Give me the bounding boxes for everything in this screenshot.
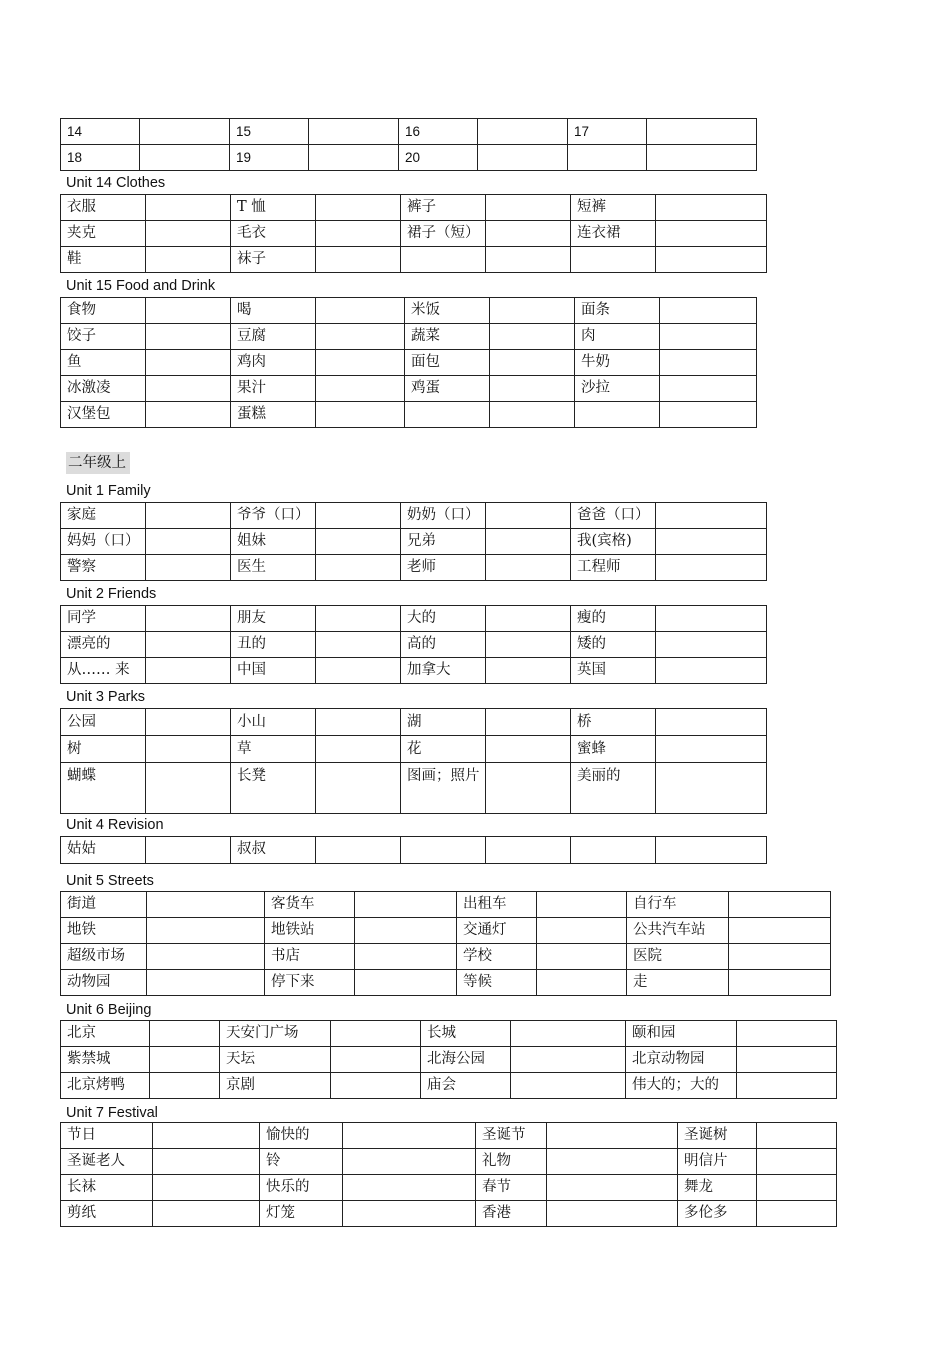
- term-cell: 矮的: [571, 632, 656, 658]
- answer-cell: [146, 324, 231, 350]
- answer-cell: [316, 632, 401, 658]
- answer-cell: [146, 658, 231, 684]
- unit-6-heading: Unit 6 Beijing: [66, 1002, 152, 1018]
- answer-cell: [490, 324, 575, 350]
- term-cell: 冰激凌: [61, 376, 146, 402]
- term-cell: 公园: [61, 709, 146, 736]
- vocab-table-top: [60, 118, 757, 171]
- term-cell: 警察: [61, 555, 146, 581]
- answer-cell: [547, 1149, 678, 1175]
- answer-cell: [146, 376, 231, 402]
- term-cell: 老师: [401, 555, 486, 581]
- answer-cell: [355, 944, 457, 970]
- term-cell: 北京: [61, 1021, 150, 1047]
- answer-cell: [737, 1073, 837, 1099]
- table-row: [61, 763, 767, 814]
- answer-cell: [656, 837, 767, 864]
- answer-cell: [146, 247, 231, 273]
- answer-cell: [316, 658, 401, 684]
- term-cell: 灯笼: [260, 1201, 343, 1227]
- term-cell: 快乐的: [260, 1175, 343, 1201]
- answer-cell: [537, 892, 627, 918]
- answer-cell: [316, 247, 401, 273]
- table-row: [61, 119, 757, 145]
- answer-cell: [486, 837, 571, 864]
- term-cell: 节日: [61, 1123, 153, 1149]
- term-cell: 连衣裙: [571, 221, 656, 247]
- term-cell: 自行车: [627, 892, 729, 918]
- answer-cell: [490, 298, 575, 324]
- term-cell: 爸爸（口）: [571, 503, 656, 529]
- term-cell: 桥: [571, 709, 656, 736]
- term-cell: 庙会: [421, 1073, 511, 1099]
- table-row: [61, 247, 767, 273]
- answer-cell: [656, 709, 767, 736]
- term-cell: 肉: [575, 324, 660, 350]
- answer-cell: [343, 1123, 476, 1149]
- answer-cell: [547, 1175, 678, 1201]
- term-cell: 客货车: [265, 892, 355, 918]
- term-cell: 15: [230, 119, 309, 145]
- table-row: [61, 892, 831, 918]
- term-cell: 20: [399, 145, 478, 171]
- term-cell: 叔叔: [231, 837, 316, 864]
- answer-cell: [757, 1201, 837, 1227]
- term-cell: 工程师: [571, 555, 656, 581]
- term-cell: 毛衣: [231, 221, 316, 247]
- term-cell: 兄弟: [401, 529, 486, 555]
- answer-cell: [729, 970, 831, 996]
- term-cell: 19: [230, 145, 309, 171]
- answer-cell: [146, 221, 231, 247]
- answer-cell: [146, 529, 231, 555]
- answer-cell: [547, 1201, 678, 1227]
- answer-cell: [140, 145, 230, 171]
- vocab-table-unit-2: [60, 605, 767, 684]
- term-cell: 医院: [627, 944, 729, 970]
- table-row: [61, 1073, 837, 1099]
- answer-cell: [146, 709, 231, 736]
- answer-cell: [656, 529, 767, 555]
- table-row: [61, 1021, 837, 1047]
- answer-cell: [729, 944, 831, 970]
- grade-label: 二年级上: [66, 452, 130, 474]
- term-cell: 同学: [61, 606, 146, 632]
- answer-cell: [316, 606, 401, 632]
- answer-cell: [309, 145, 399, 171]
- term-cell: 16: [399, 119, 478, 145]
- term-cell: 朋友: [231, 606, 316, 632]
- term-cell: 豆腐: [231, 324, 316, 350]
- term-cell: 小山: [231, 709, 316, 736]
- answer-cell: [490, 350, 575, 376]
- term-cell: 铃: [260, 1149, 343, 1175]
- term-cell: 牛奶: [575, 350, 660, 376]
- answer-cell: [343, 1149, 476, 1175]
- answer-cell: [486, 503, 571, 529]
- answer-cell: [729, 918, 831, 944]
- term-cell: 树: [61, 736, 146, 763]
- table-row: [61, 1201, 837, 1227]
- term-cell: [568, 145, 647, 171]
- term-cell: 美丽的: [571, 763, 656, 814]
- term-cell: 天安门广场: [220, 1021, 331, 1047]
- term-cell: 丑的: [231, 632, 316, 658]
- term-cell: 大的: [401, 606, 486, 632]
- term-cell: 出租车: [457, 892, 537, 918]
- term-cell: 北京动物园: [626, 1047, 737, 1073]
- answer-cell: [316, 402, 405, 428]
- table-row: [61, 324, 757, 350]
- answer-cell: [316, 350, 405, 376]
- term-cell: 家庭: [61, 503, 146, 529]
- term-cell: [575, 402, 660, 428]
- vocab-table-unit-14: [60, 194, 767, 273]
- table-row: [61, 944, 831, 970]
- unit-14-heading: Unit 14 Clothes: [66, 175, 166, 191]
- table-row: [61, 837, 767, 864]
- term-cell: 超级市场: [61, 944, 147, 970]
- answer-cell: [656, 606, 767, 632]
- term-cell: 蛋糕: [231, 402, 316, 428]
- answer-cell: [656, 658, 767, 684]
- term-cell: 圣诞节: [476, 1123, 547, 1149]
- table-row: [61, 195, 767, 221]
- answer-cell: [150, 1073, 220, 1099]
- term-cell: 愉快的: [260, 1123, 343, 1149]
- term-cell: 北海公园: [421, 1047, 511, 1073]
- answer-cell: [355, 970, 457, 996]
- answer-cell: [656, 195, 767, 221]
- term-cell: 从…… 来: [61, 658, 146, 684]
- term-cell: [571, 247, 656, 273]
- vocab-table-unit-4: [60, 836, 767, 864]
- answer-cell: [153, 1201, 260, 1227]
- answer-cell: [660, 402, 757, 428]
- term-cell: 伟大的；大的: [626, 1073, 737, 1099]
- table-row: [61, 1149, 837, 1175]
- term-cell: 学校: [457, 944, 537, 970]
- answer-cell: [486, 763, 571, 814]
- answer-cell: [146, 350, 231, 376]
- answer-cell: [486, 221, 571, 247]
- unit-5-heading: Unit 5 Streets: [66, 873, 154, 889]
- answer-cell: [537, 944, 627, 970]
- answer-cell: [146, 837, 231, 864]
- answer-cell: [316, 763, 401, 814]
- answer-cell: [316, 555, 401, 581]
- table-row: [61, 658, 767, 684]
- table-row: [61, 221, 767, 247]
- answer-cell: [660, 376, 757, 402]
- answer-cell: [309, 119, 399, 145]
- answer-cell: [656, 503, 767, 529]
- answer-cell: [146, 503, 231, 529]
- answer-cell: [537, 970, 627, 996]
- answer-cell: [486, 658, 571, 684]
- table-row: [61, 709, 767, 736]
- table-row: [61, 736, 767, 763]
- answer-cell: [147, 970, 265, 996]
- answer-cell: [511, 1021, 626, 1047]
- answer-cell: [355, 892, 457, 918]
- term-cell: 图画；照片: [401, 763, 486, 814]
- term-cell: 停下来: [265, 970, 355, 996]
- answer-cell: [316, 709, 401, 736]
- table-row: [61, 402, 757, 428]
- answer-cell: [147, 892, 265, 918]
- answer-cell: [656, 221, 767, 247]
- answer-cell: [316, 503, 401, 529]
- table-row: [61, 529, 767, 555]
- term-cell: 英国: [571, 658, 656, 684]
- term-cell: 礼物: [476, 1149, 547, 1175]
- term-cell: 鸡蛋: [405, 376, 490, 402]
- vocab-table-unit-1: [60, 502, 767, 581]
- answer-cell: [146, 298, 231, 324]
- unit-3-heading: Unit 3 Parks: [66, 689, 145, 705]
- term-cell: 长城: [421, 1021, 511, 1047]
- term-cell: [405, 402, 490, 428]
- answer-cell: [153, 1123, 260, 1149]
- term-cell: 裙子（短）: [401, 221, 486, 247]
- term-cell: 蔬菜: [405, 324, 490, 350]
- answer-cell: [486, 606, 571, 632]
- term-cell: 公共汽车站: [627, 918, 729, 944]
- answer-cell: [316, 324, 405, 350]
- answer-cell: [146, 195, 231, 221]
- table-row: [61, 555, 767, 581]
- answer-cell: [140, 119, 230, 145]
- answer-cell: [316, 376, 405, 402]
- term-cell: 地铁站: [265, 918, 355, 944]
- term-cell: 裤子: [401, 195, 486, 221]
- answer-cell: [486, 709, 571, 736]
- term-cell: 鸡肉: [231, 350, 316, 376]
- term-cell: 我(宾格): [571, 529, 656, 555]
- answer-cell: [316, 736, 401, 763]
- unit-4-heading: Unit 4 Revision: [66, 817, 164, 833]
- term-cell: 短裤: [571, 195, 656, 221]
- term-cell: 医生: [231, 555, 316, 581]
- answer-cell: [316, 298, 405, 324]
- unit-7-heading: Unit 7 Festival: [66, 1105, 158, 1121]
- term-cell: 京剧: [220, 1073, 331, 1099]
- term-cell: 18: [61, 145, 140, 171]
- table-row: [61, 503, 767, 529]
- term-cell: 面条: [575, 298, 660, 324]
- unit-2-heading: Unit 2 Friends: [66, 586, 157, 602]
- vocab-table-unit-15: [60, 297, 757, 428]
- term-cell: 米饭: [405, 298, 490, 324]
- answer-cell: [757, 1175, 837, 1201]
- answer-cell: [146, 402, 231, 428]
- answer-cell: [660, 298, 757, 324]
- answer-cell: [660, 350, 757, 376]
- answer-cell: [647, 119, 757, 145]
- table-row: [61, 1175, 837, 1201]
- term-cell: 沙拉: [575, 376, 660, 402]
- term-cell: T 恤: [231, 195, 316, 221]
- term-cell: 地铁: [61, 918, 147, 944]
- answer-cell: [486, 736, 571, 763]
- answer-cell: [331, 1047, 421, 1073]
- term-cell: 鱼: [61, 350, 146, 376]
- answer-cell: [478, 119, 568, 145]
- term-cell: 街道: [61, 892, 147, 918]
- answer-cell: [146, 632, 231, 658]
- term-cell: 花: [401, 736, 486, 763]
- answer-cell: [316, 221, 401, 247]
- term-cell: 紫禁城: [61, 1047, 150, 1073]
- term-cell: 爷爷（口）: [231, 503, 316, 529]
- answer-cell: [547, 1123, 678, 1149]
- answer-cell: [511, 1073, 626, 1099]
- term-cell: 动物园: [61, 970, 147, 996]
- unit-15-heading: Unit 15 Food and Drink: [66, 278, 216, 294]
- answer-cell: [355, 918, 457, 944]
- term-cell: 长袜: [61, 1175, 153, 1201]
- vocab-table-unit-7: [60, 1122, 837, 1227]
- term-cell: 鞋: [61, 247, 146, 273]
- answer-cell: [656, 632, 767, 658]
- answer-cell: [316, 195, 401, 221]
- answer-cell: [331, 1021, 421, 1047]
- vocab-table-unit-5: [60, 891, 831, 996]
- term-cell: 中国: [231, 658, 316, 684]
- term-cell: 湖: [401, 709, 486, 736]
- answer-cell: [647, 145, 757, 171]
- answer-cell: [737, 1047, 837, 1073]
- term-cell: 姑姑: [61, 837, 146, 864]
- table-row: [61, 970, 831, 996]
- term-cell: 交通灯: [457, 918, 537, 944]
- table-row: [61, 632, 767, 658]
- answer-cell: [316, 837, 401, 864]
- term-cell: 漂亮的: [61, 632, 146, 658]
- answer-cell: [478, 145, 568, 171]
- term-cell: 饺子: [61, 324, 146, 350]
- term-cell: 汉堡包: [61, 402, 146, 428]
- term-cell: 高的: [401, 632, 486, 658]
- table-row: [61, 298, 757, 324]
- term-cell: 圣诞老人: [61, 1149, 153, 1175]
- answer-cell: [150, 1047, 220, 1073]
- term-cell: 等候: [457, 970, 537, 996]
- answer-cell: [660, 324, 757, 350]
- term-cell: [571, 837, 656, 864]
- term-cell: 加拿大: [401, 658, 486, 684]
- answer-cell: [511, 1047, 626, 1073]
- table-row: [61, 350, 757, 376]
- term-cell: 明信片: [678, 1149, 757, 1175]
- answer-cell: [486, 529, 571, 555]
- answer-cell: [147, 944, 265, 970]
- table-row: [61, 376, 757, 402]
- term-cell: 果汁: [231, 376, 316, 402]
- answer-cell: [153, 1175, 260, 1201]
- answer-cell: [316, 529, 401, 555]
- answer-cell: [486, 555, 571, 581]
- term-cell: 颐和园: [626, 1021, 737, 1047]
- term-cell: 14: [61, 119, 140, 145]
- term-cell: 蝴蝶: [61, 763, 146, 814]
- table-row: [61, 145, 757, 171]
- term-cell: 多伦多: [678, 1201, 757, 1227]
- term-cell: 奶奶（口）: [401, 503, 486, 529]
- term-cell: 蜜蜂: [571, 736, 656, 763]
- term-cell: 春节: [476, 1175, 547, 1201]
- answer-cell: [153, 1149, 260, 1175]
- term-cell: 面包: [405, 350, 490, 376]
- vocab-table-unit-6: [60, 1020, 837, 1099]
- answer-cell: [146, 606, 231, 632]
- table-row: [61, 1047, 837, 1073]
- answer-cell: [537, 918, 627, 944]
- term-cell: 香港: [476, 1201, 547, 1227]
- vocab-table-unit-3: [60, 708, 767, 814]
- term-cell: 北京烤鸭: [61, 1073, 150, 1099]
- term-cell: [401, 837, 486, 864]
- answer-cell: [490, 402, 575, 428]
- answer-cell: [486, 195, 571, 221]
- answer-cell: [343, 1201, 476, 1227]
- answer-cell: [486, 247, 571, 273]
- answer-cell: [146, 736, 231, 763]
- term-cell: 长凳: [231, 763, 316, 814]
- term-cell: 天坛: [220, 1047, 331, 1073]
- term-cell: 走: [627, 970, 729, 996]
- answer-cell: [490, 376, 575, 402]
- term-cell: 书店: [265, 944, 355, 970]
- table-row: [61, 606, 767, 632]
- answer-cell: [656, 736, 767, 763]
- term-cell: 草: [231, 736, 316, 763]
- answer-cell: [343, 1175, 476, 1201]
- term-cell: [401, 247, 486, 273]
- answer-cell: [147, 918, 265, 944]
- term-cell: 喝: [231, 298, 316, 324]
- table-row: [61, 1123, 837, 1149]
- term-cell: 姐妹: [231, 529, 316, 555]
- term-cell: 袜子: [231, 247, 316, 273]
- answer-cell: [146, 763, 231, 814]
- answer-cell: [737, 1021, 837, 1047]
- term-cell: 食物: [61, 298, 146, 324]
- answer-cell: [146, 555, 231, 581]
- answer-cell: [757, 1149, 837, 1175]
- answer-cell: [729, 892, 831, 918]
- term-cell: 衣服: [61, 195, 146, 221]
- term-cell: 妈妈（口）: [61, 529, 146, 555]
- answer-cell: [486, 632, 571, 658]
- table-row: [61, 918, 831, 944]
- term-cell: 剪纸: [61, 1201, 153, 1227]
- unit-1-heading: Unit 1 Family: [66, 483, 151, 499]
- answer-cell: [656, 247, 767, 273]
- term-cell: 圣诞树: [678, 1123, 757, 1149]
- answer-cell: [757, 1123, 837, 1149]
- answer-cell: [656, 555, 767, 581]
- term-cell: 17: [568, 119, 647, 145]
- term-cell: 夹克: [61, 221, 146, 247]
- answer-cell: [331, 1073, 421, 1099]
- answer-cell: [150, 1021, 220, 1047]
- term-cell: 瘦的: [571, 606, 656, 632]
- answer-cell: [656, 763, 767, 814]
- term-cell: 舞龙: [678, 1175, 757, 1201]
